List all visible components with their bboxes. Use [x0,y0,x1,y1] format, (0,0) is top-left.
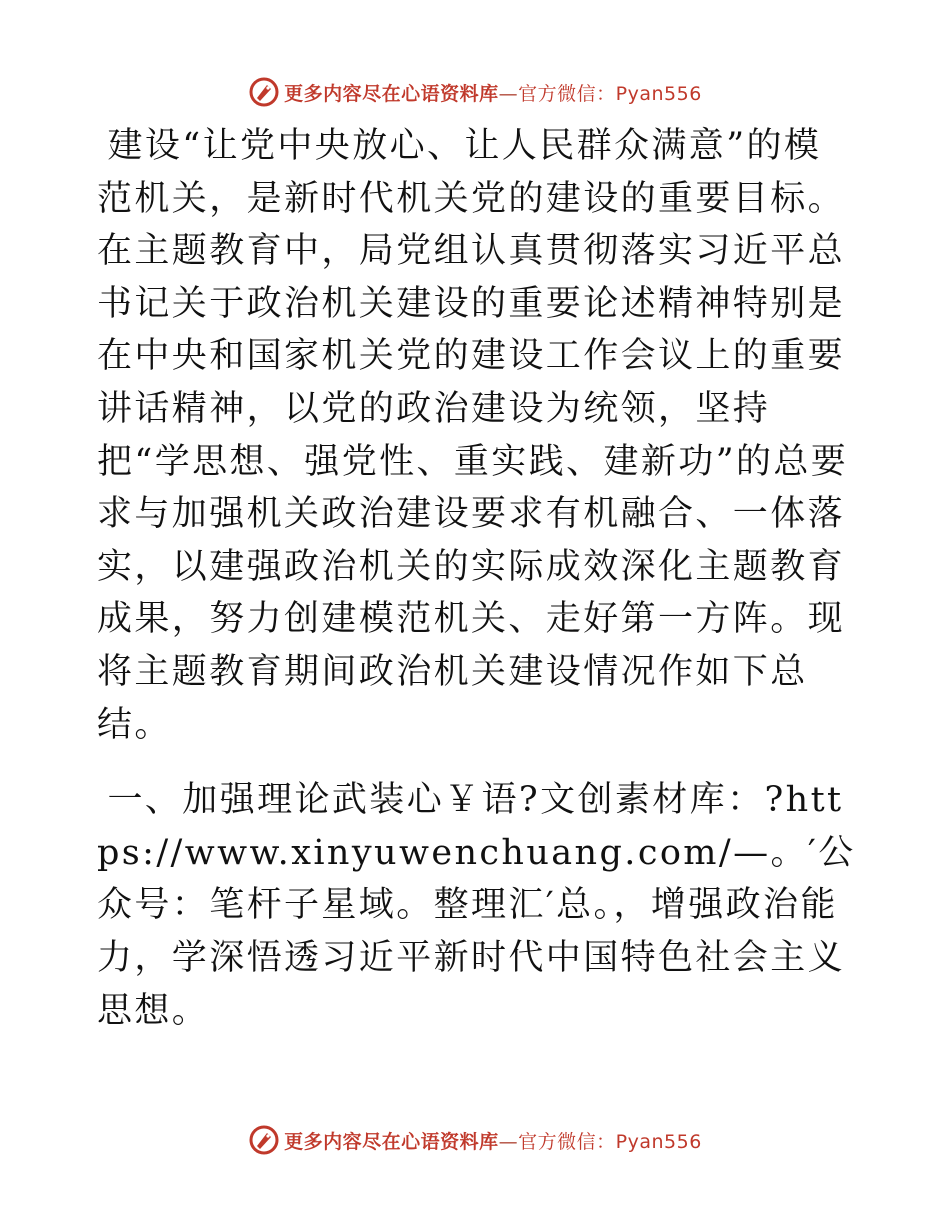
footer-brand-text: 更多内容尽在心语资料库 [284,1130,499,1153]
header-brand-text: 更多内容尽在心语资料库 [284,82,499,105]
header-wechat-text: 官方微信：Pyan556 [518,82,702,105]
footer-banner [0,1120,950,1160]
footer-separator: — [498,1130,519,1153]
footer-wechat-text: 官方微信：Pyan556 [518,1130,702,1153]
body-paragraph-1: 建设“让党中央放心、让人民群众满意”的模范机关，是新时代机关党的建设的重要目标。在主题教育中，局党组认真贯彻落实习近平总书记关于政治机关建设的重要论述精神特别是在中央和国家机关党的建设工作会议上的重要讲话精神，以党的政治建设为统领，坚持把“学思想、强党性、重实践、建新功”的总要求与加强机关政治建设要求有机融合、一体落实，以建强政治机关的实际成效深化主题教育成果，努力创建模范机关、走好第一方阵。现将主题教育期间政治机关建设情况作如下总结。 [97,126,849,745]
pen-nib-logo-icon [248,76,280,108]
footer-banner-text [284,1127,702,1154]
body-paragraph-2: 一、加强理论武装心￥语?文创素材库：?https://www.xinyuwenchuang.com/—。′公众号：笔杆子星域。整理汇′总。，增强政治能力，学深悟透习近平新时代中国特色社会主义思想。 [97,780,856,1031]
header-banner [0,72,950,112]
pen-nib-logo-icon [248,1124,280,1156]
document-body [97,120,857,1037]
header-separator: — [498,82,519,105]
header-banner-text [284,79,702,106]
